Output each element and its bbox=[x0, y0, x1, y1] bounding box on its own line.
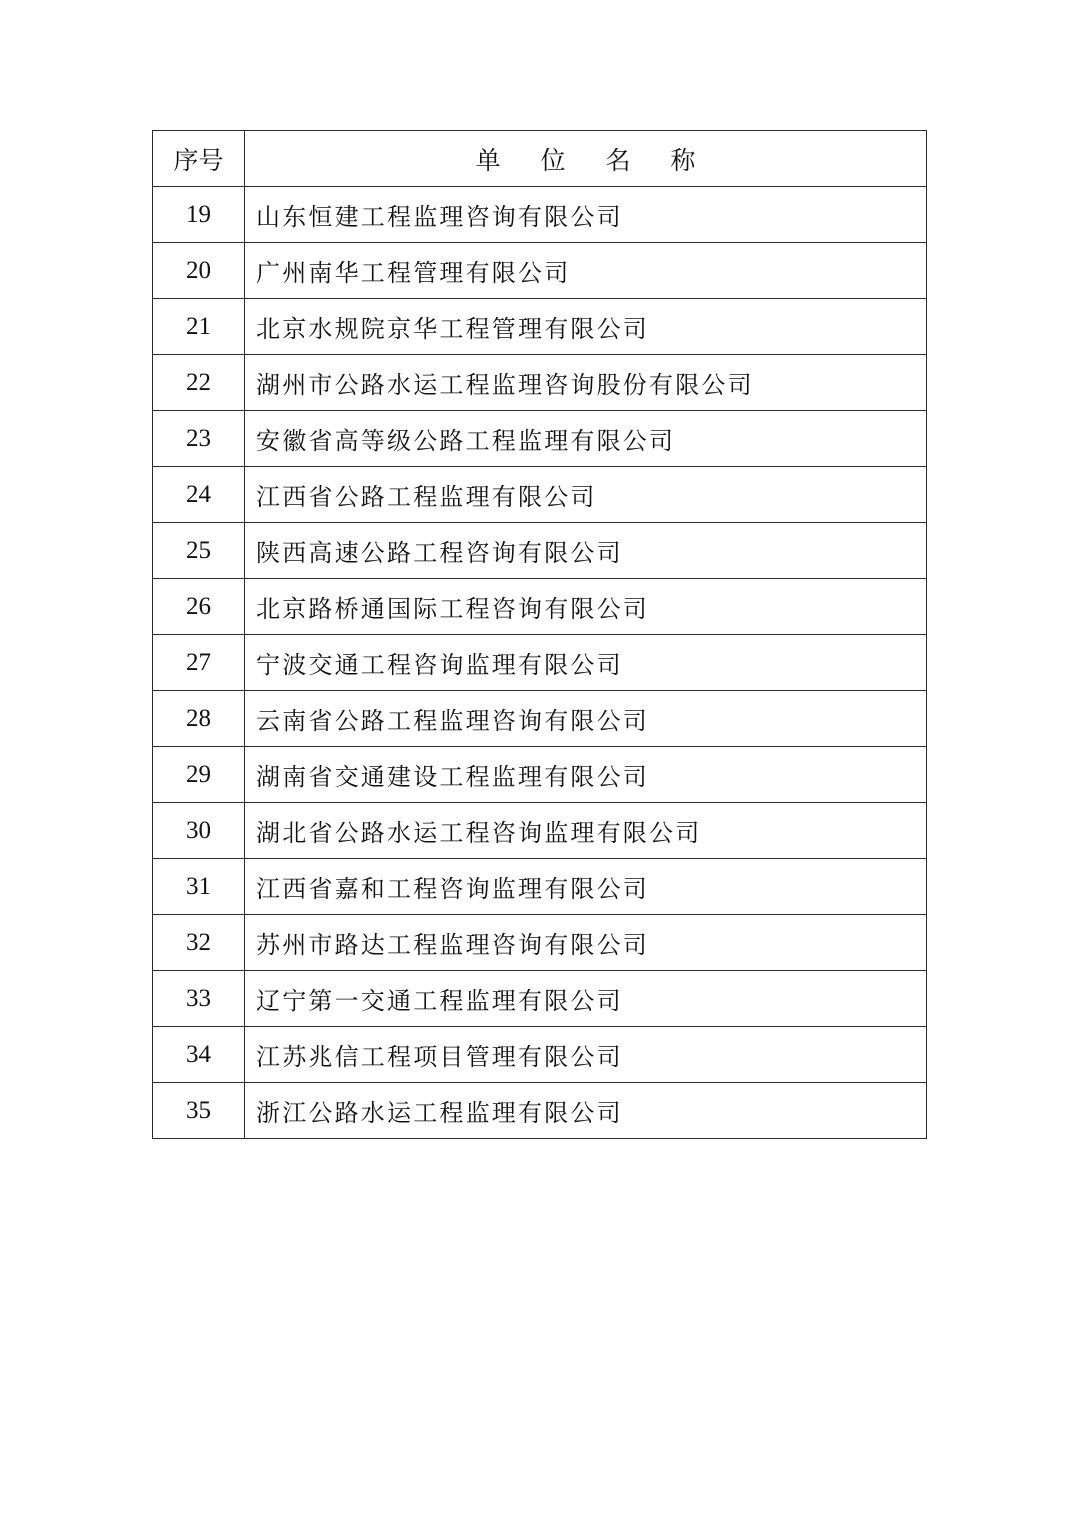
row-company-name: 宁波交通工程咨询监理有限公司 bbox=[245, 635, 927, 691]
table-row bbox=[153, 411, 927, 467]
row-company-name: 辽宁第一交通工程监理有限公司 bbox=[245, 971, 927, 1027]
company-list-table bbox=[152, 130, 927, 1139]
table-row bbox=[153, 635, 927, 691]
row-number: 25 bbox=[153, 523, 245, 579]
row-number: 31 bbox=[153, 859, 245, 915]
header-company-name: 单 位 名 称 bbox=[245, 131, 927, 187]
row-company-name: 湖北省公路水运工程咨询监理有限公司 bbox=[245, 803, 927, 859]
row-number: 33 bbox=[153, 971, 245, 1027]
row-company-name: 江西省公路工程监理有限公司 bbox=[245, 467, 927, 523]
header-number: 序号 bbox=[153, 131, 245, 187]
table-row bbox=[153, 299, 927, 355]
row-company-name: 陕西高速公路工程咨询有限公司 bbox=[245, 523, 927, 579]
table-row bbox=[153, 579, 927, 635]
row-number: 30 bbox=[153, 803, 245, 859]
row-number: 23 bbox=[153, 411, 245, 467]
table-row bbox=[153, 859, 927, 915]
row-number: 29 bbox=[153, 747, 245, 803]
row-number: 24 bbox=[153, 467, 245, 523]
row-number: 32 bbox=[153, 915, 245, 971]
table-row bbox=[153, 803, 927, 859]
row-company-name: 江西省嘉和工程咨询监理有限公司 bbox=[245, 859, 927, 915]
table-row bbox=[153, 1027, 927, 1083]
table-row bbox=[153, 971, 927, 1027]
table-row bbox=[153, 467, 927, 523]
row-company-name: 云南省公路工程监理咨询有限公司 bbox=[245, 691, 927, 747]
row-company-name: 北京路桥通国际工程咨询有限公司 bbox=[245, 579, 927, 635]
table-row bbox=[153, 747, 927, 803]
row-number: 35 bbox=[153, 1083, 245, 1139]
row-company-name: 山东恒建工程监理咨询有限公司 bbox=[245, 187, 927, 243]
row-number: 20 bbox=[153, 243, 245, 299]
row-number: 28 bbox=[153, 691, 245, 747]
row-company-name: 浙江公路水运工程监理有限公司 bbox=[245, 1083, 927, 1139]
row-company-name: 湖南省交通建设工程监理有限公司 bbox=[245, 747, 927, 803]
table-row bbox=[153, 691, 927, 747]
table-row bbox=[153, 243, 927, 299]
row-number: 27 bbox=[153, 635, 245, 691]
row-number: 26 bbox=[153, 579, 245, 635]
row-company-name: 江苏兆信工程项目管理有限公司 bbox=[245, 1027, 927, 1083]
table-row bbox=[153, 1083, 927, 1139]
table-row bbox=[153, 187, 927, 243]
row-company-name: 苏州市路达工程监理咨询有限公司 bbox=[245, 915, 927, 971]
row-number: 21 bbox=[153, 299, 245, 355]
row-number: 34 bbox=[153, 1027, 245, 1083]
row-number: 22 bbox=[153, 355, 245, 411]
row-company-name: 湖州市公路水运工程监理咨询股份有限公司 bbox=[245, 355, 927, 411]
row-company-name: 北京水规院京华工程管理有限公司 bbox=[245, 299, 927, 355]
row-number: 19 bbox=[153, 187, 245, 243]
table-row bbox=[153, 355, 927, 411]
row-company-name: 安徽省高等级公路工程监理有限公司 bbox=[245, 411, 927, 467]
row-company-name: 广州南华工程管理有限公司 bbox=[245, 243, 927, 299]
table-header-row bbox=[153, 131, 927, 187]
table-row bbox=[153, 915, 927, 971]
table-row bbox=[153, 523, 927, 579]
